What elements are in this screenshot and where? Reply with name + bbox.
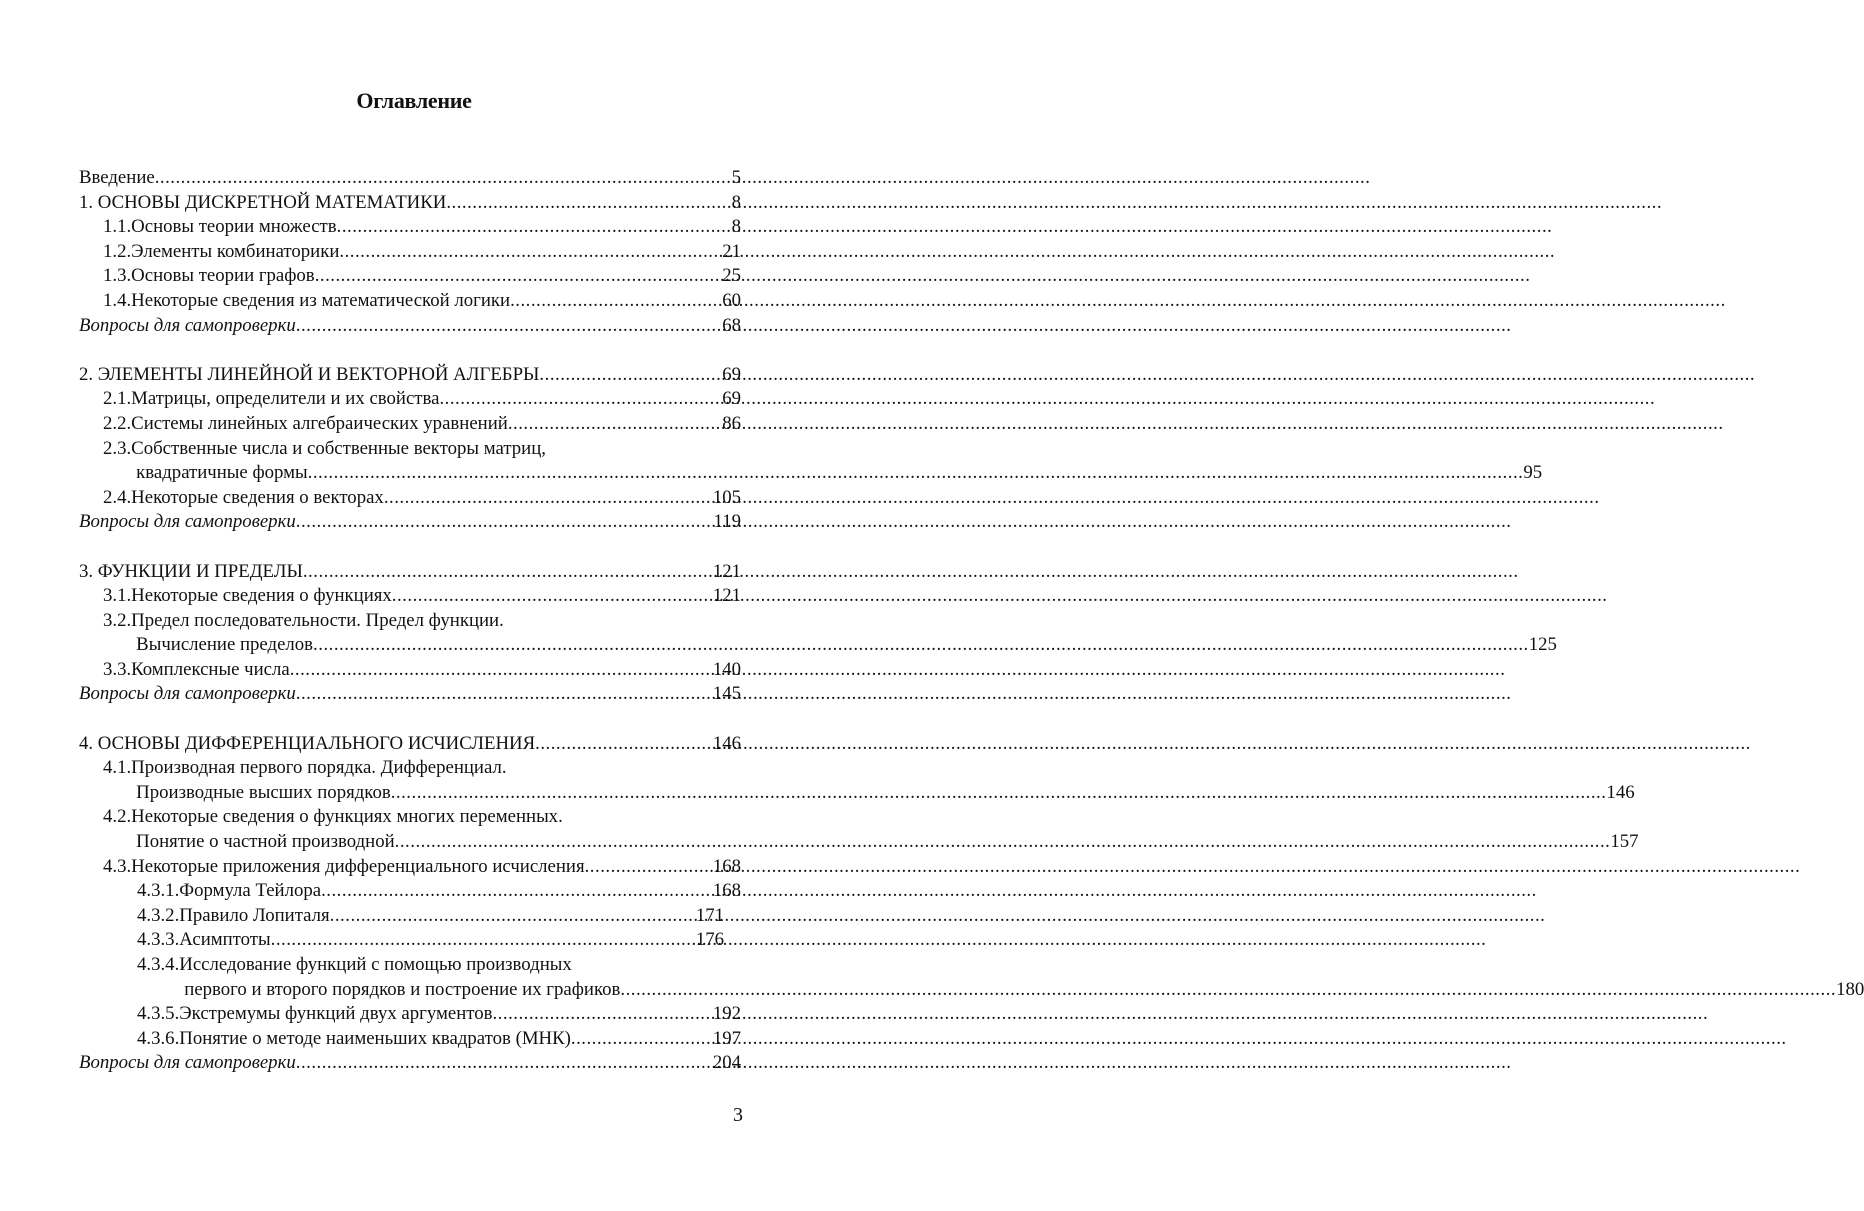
leader-dots — [303, 560, 713, 585]
entry-title: Асимптоты — [179, 929, 271, 951]
entry-multiline — [131, 805, 1638, 854]
toc-entry-1-1 — [79, 215, 741, 240]
entry-title: Введение — [79, 167, 155, 188]
leader-dots — [508, 412, 722, 437]
leader-dots — [155, 166, 732, 191]
toc-entry-4-3 — [79, 855, 741, 880]
toc-entry-questions-1 — [79, 314, 741, 339]
entry-page: 121 — [712, 560, 741, 582]
entry-number: 3.3. — [103, 658, 132, 680]
entry-title-line2: первого и второго порядков и построение их графиков — [184, 978, 621, 1000]
entry-number: 4.3.3. — [137, 929, 180, 951]
leader-dots — [296, 682, 713, 707]
entry-page: 140 — [712, 658, 741, 680]
entry-number: 4.3.2. — [137, 904, 180, 926]
entry-multiline — [179, 953, 1864, 1002]
leader-dots — [290, 658, 713, 683]
toc-entry-2-3 — [79, 437, 1543, 486]
entry-multiline — [131, 756, 1634, 805]
toc-entry-2-1 — [79, 387, 741, 412]
entry-title: Вопросы для самопроверки — [79, 314, 296, 336]
entry-page: 171 — [695, 904, 724, 926]
leader-dots — [296, 1051, 713, 1076]
entry-page: 69 — [722, 388, 741, 410]
entry-page: 8 — [731, 191, 741, 213]
entry-page: 125 — [1528, 634, 1557, 656]
entry-number: 1.1. — [103, 216, 132, 238]
entry-title: Некоторые приложения дифференциального исчисления — [131, 855, 585, 877]
entry-page: 168 — [712, 855, 741, 877]
entry-number: 1.4. — [103, 289, 132, 311]
entry-multiline — [131, 609, 1557, 658]
entry-number: 4.3.6. — [137, 1027, 180, 1049]
table-of-contents — [79, 166, 1864, 1076]
toc-entry-questions-4 — [79, 1051, 741, 1076]
leader-dots — [539, 363, 722, 388]
entry-page: 60 — [722, 289, 741, 311]
entry-title-line1: Некоторые сведения о функциях многих переменных. — [131, 806, 563, 828]
entry-title: Системы линейных алгебраических уравнений — [131, 412, 508, 434]
entry-title: 3. ФУНКЦИИ И ПРЕДЕЛЫ — [79, 560, 303, 582]
toc-entry-1-4 — [79, 289, 741, 314]
toc-entry-4-3-4 — [79, 953, 1864, 1002]
toc-entry-4-1 — [79, 756, 1635, 805]
entry-title: 1. ОСНОВЫ ДИСКРЕТНОЙ МАТЕМАТИКИ — [79, 191, 447, 213]
entry-page: 197 — [712, 1027, 741, 1049]
entry-page: 121 — [712, 585, 741, 607]
entry-title-line1: Производная первого порядка. Дифференциал. — [131, 757, 507, 779]
entry-title: Вопросы для самопроверки — [79, 511, 296, 533]
entry-page: 146 — [712, 732, 741, 754]
entry-title: Некоторые сведения о векторах — [131, 486, 384, 508]
entry-number: 2.4. — [103, 486, 132, 508]
entry-number: 2.3. — [103, 437, 132, 459]
entry-number: 4.3.5. — [137, 1003, 180, 1025]
entry-title: Элементы комбинаторики — [131, 240, 340, 262]
toc-entry-2-2 — [79, 412, 741, 437]
leader-dots — [321, 879, 713, 904]
entry-number: 3.1. — [103, 585, 132, 607]
entry-page: 86 — [722, 412, 741, 434]
entry-title-line1: Предел последовательности. Предел функции. — [131, 609, 504, 631]
leader-dots — [585, 855, 713, 880]
leader-dots — [339, 240, 722, 265]
entry-number: 4.2. — [103, 806, 132, 828]
entry-page: 192 — [712, 1003, 741, 1025]
entry-title: Экстремумы функций двух аргументов — [179, 1003, 493, 1025]
entry-page: 8 — [731, 216, 741, 238]
toc-entry-1-2 — [79, 240, 741, 265]
entry-title-line1: Собственные числа и собственные векторы матриц, — [131, 437, 546, 459]
leader-dots — [271, 928, 696, 953]
entry-title: Матрицы, определители и их свойства — [131, 388, 440, 410]
entry-page: 25 — [722, 265, 741, 287]
entry-title-line1: Исследование функций с помощью производных — [179, 954, 572, 975]
toc-entry-4-3-1 — [79, 879, 741, 904]
entry-page: 176 — [695, 929, 724, 951]
entry-number: 4.3.1. — [137, 880, 180, 902]
leader-dots — [315, 264, 723, 289]
entry-title: Правило Лопиталя — [179, 904, 330, 926]
leader-dots — [620, 978, 1836, 1003]
entry-title: 4. ОСНОВЫ ДИФФЕРЕНЦИАЛЬНОГО ИСЧИСЛЕНИЯ — [79, 732, 536, 754]
page-title: Оглавление — [356, 88, 472, 113]
entry-page: 157 — [1610, 831, 1639, 853]
toc-entry-1-3 — [79, 264, 741, 289]
toc-entry-chapter-1 — [79, 191, 741, 216]
leader-dots — [535, 732, 713, 757]
entry-title: Формула Тейлора — [179, 880, 322, 902]
leader-dots — [395, 830, 1611, 855]
entry-page: 146 — [1606, 781, 1635, 803]
entry-number: 4.3.4. — [137, 954, 180, 975]
entry-page: 105 — [712, 486, 741, 508]
toc-entry-4-2 — [79, 805, 1639, 854]
entry-number: 4.1. — [103, 757, 132, 779]
entry-title: Некоторые сведения из математической логики — [131, 289, 511, 311]
entry-title: 2. ЭЛЕМЕНТЫ ЛИНЕЙНОЙ И ВЕКТОРНОЙ АЛГЕБРЫ — [79, 363, 540, 385]
entry-number: 1.2. — [103, 240, 132, 262]
entry-title: Комплексные числа — [131, 658, 290, 680]
toc-entry-4-3-6 — [79, 1027, 741, 1052]
entry-page: 145 — [712, 683, 741, 705]
leader-dots — [330, 904, 696, 929]
leader-dots — [392, 584, 713, 609]
entry-page: 68 — [722, 314, 741, 336]
entry-title: Вопросы для самопроверки — [79, 1052, 296, 1074]
leader-dots — [337, 215, 732, 240]
toc-entry-3-3 — [79, 658, 741, 683]
entry-number: 4.3. — [103, 855, 132, 877]
entry-number: 1.3. — [103, 265, 132, 287]
entry-page: 168 — [712, 880, 741, 902]
toc-entry-3-2 — [79, 609, 1557, 658]
entry-title-line2: Вычисление пределов — [136, 634, 314, 656]
toc-entry-4-3-3 — [79, 928, 741, 953]
page-number: 3 — [733, 1104, 743, 1126]
entry-number: 2.2. — [103, 412, 132, 434]
toc-entry-chapter-4 — [79, 732, 741, 757]
leader-dots — [296, 510, 714, 535]
entry-title: Понятие о методе наименьших квадратов (МНК) — [179, 1027, 571, 1049]
toc-entry-intro — [79, 166, 741, 191]
leader-dots — [296, 314, 722, 339]
entry-title: Основы теории множеств — [131, 216, 337, 238]
entry-page: 204 — [712, 1052, 741, 1074]
entry-title-line2: Понятие о частной производной — [136, 831, 395, 853]
entry-number: 3.2. — [103, 609, 132, 631]
entry-title-line2: Производные высших порядков — [136, 781, 391, 803]
leader-dots — [446, 191, 731, 216]
toc-entry-3-1 — [79, 584, 741, 609]
entry-title: Некоторые сведения о функциях — [131, 585, 392, 607]
leader-dots — [313, 633, 1529, 658]
leader-dots — [492, 1002, 712, 1027]
leader-dots — [391, 781, 1607, 806]
leader-dots — [510, 289, 722, 314]
entry-page: 69 — [722, 363, 741, 385]
leader-dots — [308, 461, 1524, 486]
leader-dots — [439, 387, 722, 412]
toc-entry-4-3-2 — [79, 904, 741, 929]
toc-entry-questions-2 — [79, 510, 741, 535]
toc-entry-4-3-5 — [79, 1002, 741, 1027]
leader-dots — [571, 1027, 713, 1052]
leader-dots — [384, 486, 713, 511]
entry-title: Вопросы для самопроверки — [79, 683, 296, 705]
toc-entry-chapter-3 — [79, 560, 741, 585]
entry-title-line2: квадратичные формы — [136, 462, 308, 484]
entry-page: 119 — [713, 511, 741, 533]
entry-page: 95 — [1523, 462, 1543, 484]
toc-entry-chapter-2 — [79, 363, 741, 388]
entry-number: 2.1. — [103, 388, 132, 410]
entry-page: 5 — [731, 167, 741, 188]
entry-title: Основы теории графов — [131, 265, 315, 287]
toc-entry-2-4 — [79, 486, 741, 511]
toc-entry-questions-3 — [79, 682, 741, 707]
entry-page: 180 — [1836, 978, 1864, 1000]
entry-multiline — [131, 437, 1542, 486]
entry-page: 21 — [722, 240, 741, 262]
